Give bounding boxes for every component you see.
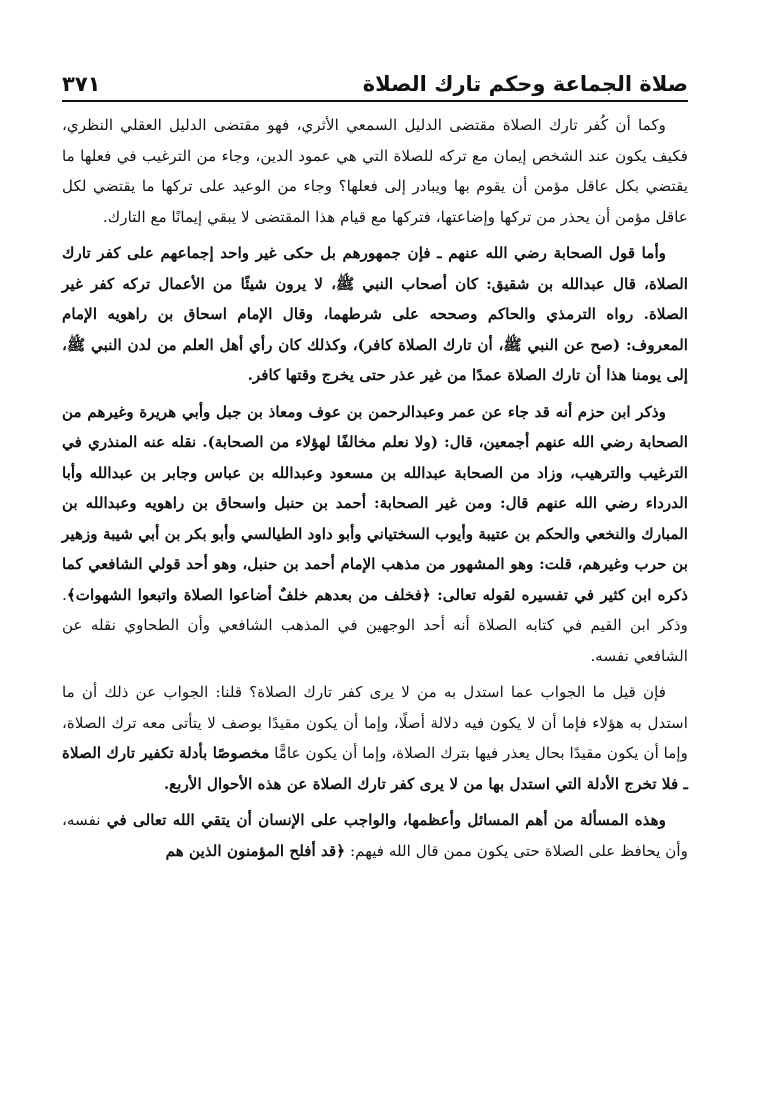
paragraph-4-segment: فإن قيل ما الجواب عما استدل به من لا يرى كفر تارك الصلاة؟ قلنا: الجواب عن ذلك أن ما استدل به هؤلاء فإما أن لا يكون فيه دلالة أصلًا، وإما أن يكون مقيدًا بوصف لا يتأتى معه ترك الصلاة، وإما أن يكون مقيدًا بحال يعذر فيها بترك الصلاة، وإما أن يكون عامًّا xyxy=(62,683,688,762)
paragraph-4 xyxy=(62,677,688,799)
paragraph-1: وكما أن كُفر تارك الصلاة مقتضى الدليل السمعي الأثري، فهو مقتضى الدليل العقلي النظري، فكيف يكون عند الشخص إيمان مع تركه للصلاة التي هي عمود الدين، وجاء من الترغيب في فعلها ما يقتضي بكل عاقل مؤمن أن يقوم بها ويبادر إلى فعلها؟ وجاء من الوعيد على تركها ما يقتضي لكل عاقل مؤمن أن يحذر من تركها وإضاعتها، فتركها مع قيام هذا المقتضى لا يبقي إيمانًا مع التارك. xyxy=(62,116,688,226)
document-page xyxy=(62,64,688,1074)
running-header xyxy=(62,64,688,102)
quran-quote: ﴿فخلف من بعدهم خلفٌ أضاعوا الصلاة واتبعوا الشهوات﴾ xyxy=(66,585,431,604)
paragraph-3-segment: . وذكر ابن القيم في كتابه الصلاة أنه أحد الوجهين في المذهب الشافعي وأن الطحاوي نقله عن الشافعي نفسه. xyxy=(62,585,688,665)
paragraph-4-segment: مخصوصًا بأدلة تكفير تارك الصلاة ـ فلا تخرج الأدلة التي استدل بها من لا يرى كفر تارك الصلاة عن هذه الأحوال الأربع. xyxy=(62,744,688,793)
paragraph-3 xyxy=(62,397,688,672)
paragraph-2: وأما قول الصحابة رضي الله عنهم ـ فإن جمهورهم بل حكى غير واحد إجماعهم على كفر تارك الصلاة، قال عبدالله بن شقيق: كان أصحاب النبي ﷺ، لا يرون شيئًا من الأعمال تركه كفر غير الصلاة. رواه الترمذي والحاكم وصححه على شرطهما، وقال الإمام اسحاق بن راهويه الإمام المعروف: (صح عن النبي ﷺ، أن تارك الصلاة كافر)، وكذلك كان رأي أهل العلم من لدن النبي ﷺ، إلى يومنا هذا أن تارك الصلاة عمدًا من غير عذر حتى يخرج وقتها كافر. xyxy=(62,244,688,384)
running-title: صلاة الجماعة وحكم تارك الصلاة xyxy=(362,72,688,96)
paragraph-3-segment: وذكر ابن حزم أنه قد جاء عن عمر وعبدالرحمن بن عوف ومعاذ بن جبل وأبي هريرة وغيرهم من الصحابة رضي الله عنهم أجمعين، قال: (ولا نعلم مخالفًا لهؤلاء من الصحابة). نقله عنه المنذري في الترغيب والترهيب، وزاد من الصحابة عبدالله بن مسعود وعبدالله بن عباس وجابر بن عبدالله وأبا الدرداء رضي الله عنهم قال: ومن غير الصحابة: أحمد بن حنبل واسحاق بن راهويه وعبدالله بن المبارك والنخعي والحكم بن عتيبة وأيوب السختياني وأبو داود الطيالسي وأبو بكر بن أبي شيبة وزهير بن حرب وغيرهم، قلت: وهو المشهور من مذهب الإمام أحمد بن حنبل، وهو أحد قولي الشافعي كما ذكره ابن كثير في تفسيره لقوله تعالى: xyxy=(62,402,688,604)
paragraph-5-segment: وهذه المسألة من أهم المسائل وأعظمها، والواجب على الإنسان أن يتقي الله تعالى في xyxy=(100,811,666,829)
quran-quote: ﴿قد أفلح المؤمنون الذين هم xyxy=(165,841,346,860)
paragraph-5 xyxy=(62,805,688,866)
page-number: ٣٧١ xyxy=(62,72,101,96)
body-text xyxy=(62,110,688,866)
paragraph-5-segment: نفسه، وأن يحافظ على الصلاة حتى يكون ممن قال الله فيهم: xyxy=(62,811,688,860)
